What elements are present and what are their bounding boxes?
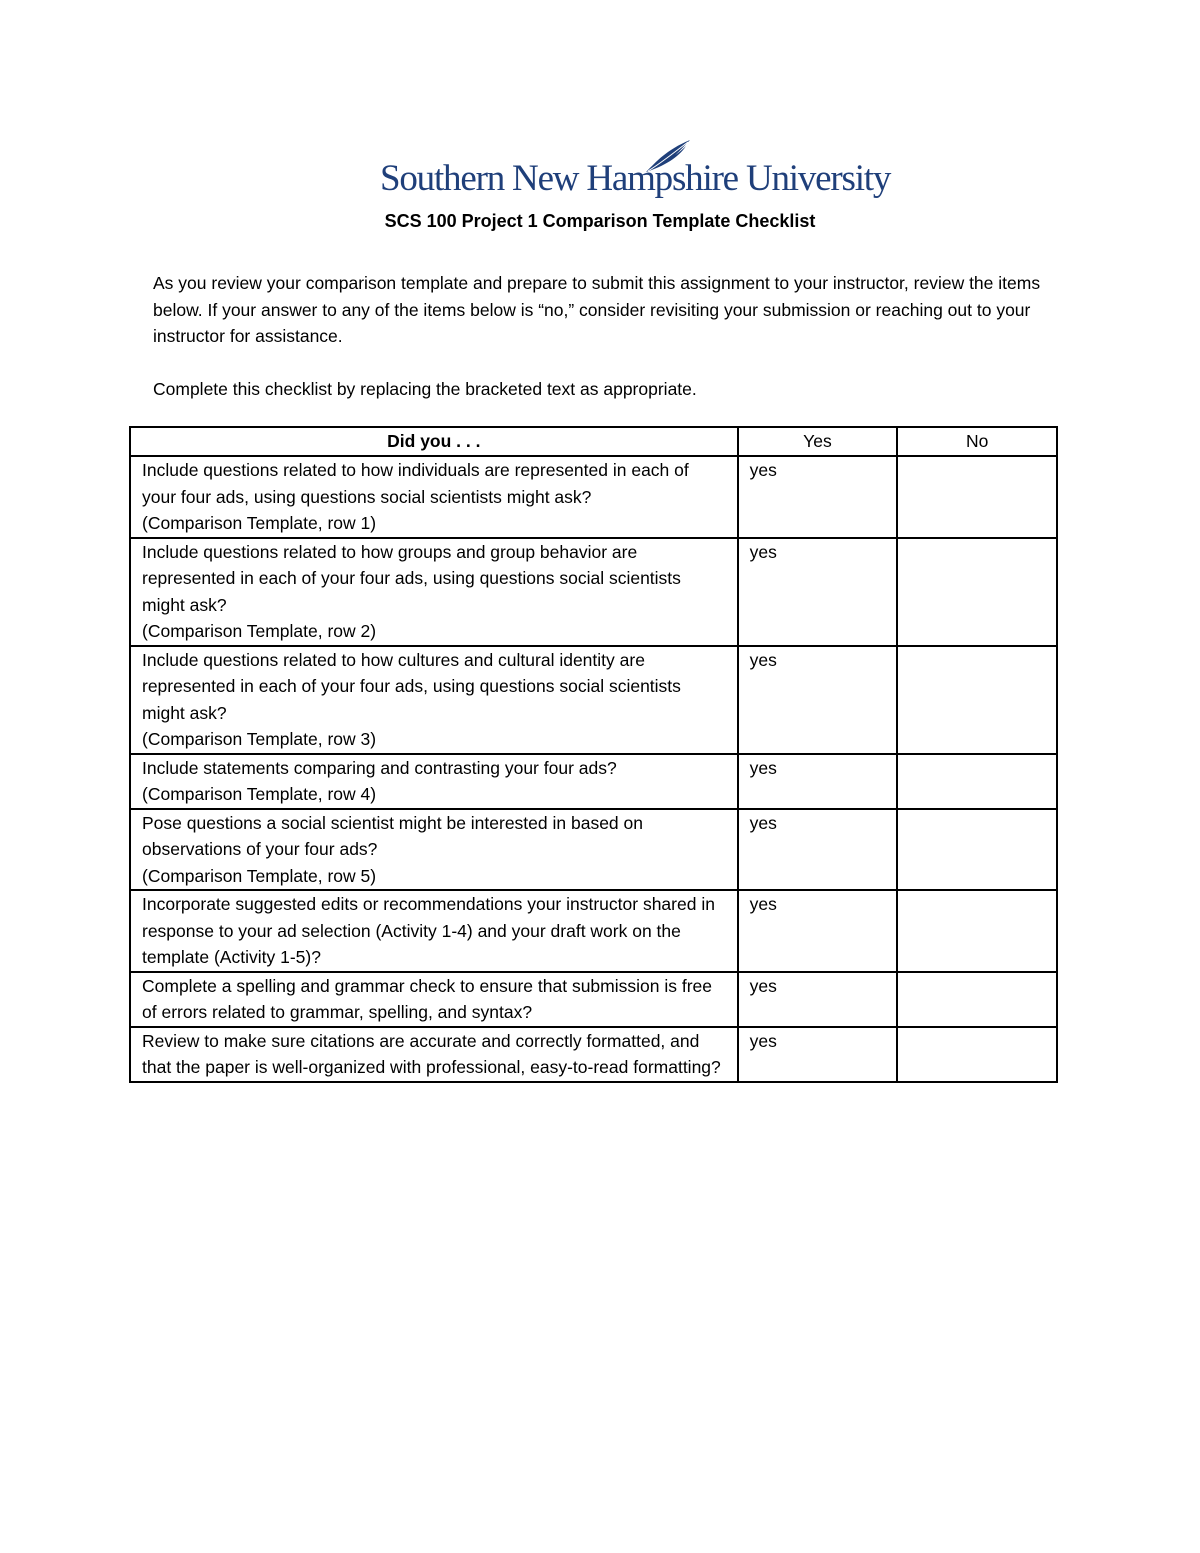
table-row	[130, 972, 1057, 1027]
table-row	[130, 754, 1057, 809]
no-cell[interactable]	[897, 754, 1057, 809]
header-yes: Yes	[738, 427, 898, 456]
question-reference: (Comparison Template, row 2)	[142, 621, 377, 641]
question-reference: (Comparison Template, row 5)	[142, 865, 377, 886]
yes-cell[interactable]: yes	[738, 456, 898, 538]
instruction-paragraph: Complete this checklist by replacing the bracketed text as appropriate.	[153, 379, 697, 399]
question-text: Review to make sure citations are accurate and correctly formatted, and that the paper is well-organized with professional, easy-to-read formatting?	[142, 1030, 721, 1077]
table-header-row	[130, 427, 1057, 456]
yes-cell[interactable]: yes	[738, 754, 898, 809]
question-cell	[130, 754, 738, 809]
question-text: Include questions related to how groups and group behavior are represented in each of your four ads, using questions social scientists might ask?	[142, 541, 681, 615]
yes-cell[interactable]: yes	[738, 809, 898, 891]
question-reference: (Comparison Template, row 4)	[142, 784, 377, 804]
intro-paragraph: As you review your comparison template and prepare to submit this assignment to your instructor, review the items below. If your answer to any of the items below is “no,” consider revisiting your submission or reaching out to your instructor for assistance.	[153, 273, 1041, 346]
question-cell	[130, 809, 738, 891]
question-reference: (Comparison Template, row 1)	[142, 513, 377, 533]
question-reference: (Comparison Template, row 3)	[142, 729, 377, 749]
question-text: Complete a spelling and grammar check to ensure that submission is free of errors related to grammar, spelling, and syntax?	[142, 975, 712, 1022]
table-row	[130, 809, 1057, 891]
logo-wordmark: Southern New Hampshire University	[380, 158, 891, 199]
yes-cell[interactable]: yes	[738, 1027, 898, 1082]
no-cell[interactable]	[897, 538, 1057, 646]
question-text: Include questions related to how cultures and cultural identity are represented in each of your four ads, using questions social scientists might ask?	[142, 649, 681, 723]
question-cell	[130, 538, 738, 646]
no-cell[interactable]	[897, 809, 1057, 891]
table-row	[130, 538, 1057, 646]
checklist-table	[129, 426, 1058, 1083]
question-cell	[130, 1027, 738, 1082]
yes-cell[interactable]: yes	[738, 646, 898, 754]
question-text: Incorporate suggested edits or recommendations your instructor shared in response to your ad selection (Activity 1-4) and your draft work on the template (Activity 1-5)?	[142, 894, 715, 967]
header-question: Did you . . .	[130, 427, 738, 456]
yes-cell[interactable]: yes	[738, 538, 898, 646]
no-cell[interactable]	[897, 646, 1057, 754]
no-cell[interactable]	[897, 456, 1057, 538]
table-row	[130, 456, 1057, 538]
question-cell	[130, 456, 738, 538]
table-row	[130, 1027, 1057, 1082]
no-cell[interactable]	[897, 1027, 1057, 1082]
question-cell	[130, 972, 738, 1027]
question-text: Pose questions a social scientist might be interested in based on observations of your four ads?	[142, 812, 643, 859]
question-text: Include questions related to how individuals are represented in each of your four ads, using questions social scientists might ask?	[142, 460, 689, 507]
question-text: Include statements comparing and contrasting your four ads?	[142, 757, 617, 778]
university-logo	[380, 138, 891, 210]
yes-cell[interactable]: yes	[738, 890, 898, 972]
table-row	[130, 890, 1057, 972]
page-title: SCS 100 Project 1 Comparison Template Checklist	[384, 211, 816, 231]
table-row	[130, 646, 1057, 754]
question-cell	[130, 890, 738, 972]
no-cell[interactable]	[897, 890, 1057, 972]
header-no: No	[897, 427, 1057, 456]
question-cell	[130, 646, 738, 754]
yes-cell[interactable]: yes	[738, 972, 898, 1027]
no-cell[interactable]	[897, 972, 1057, 1027]
